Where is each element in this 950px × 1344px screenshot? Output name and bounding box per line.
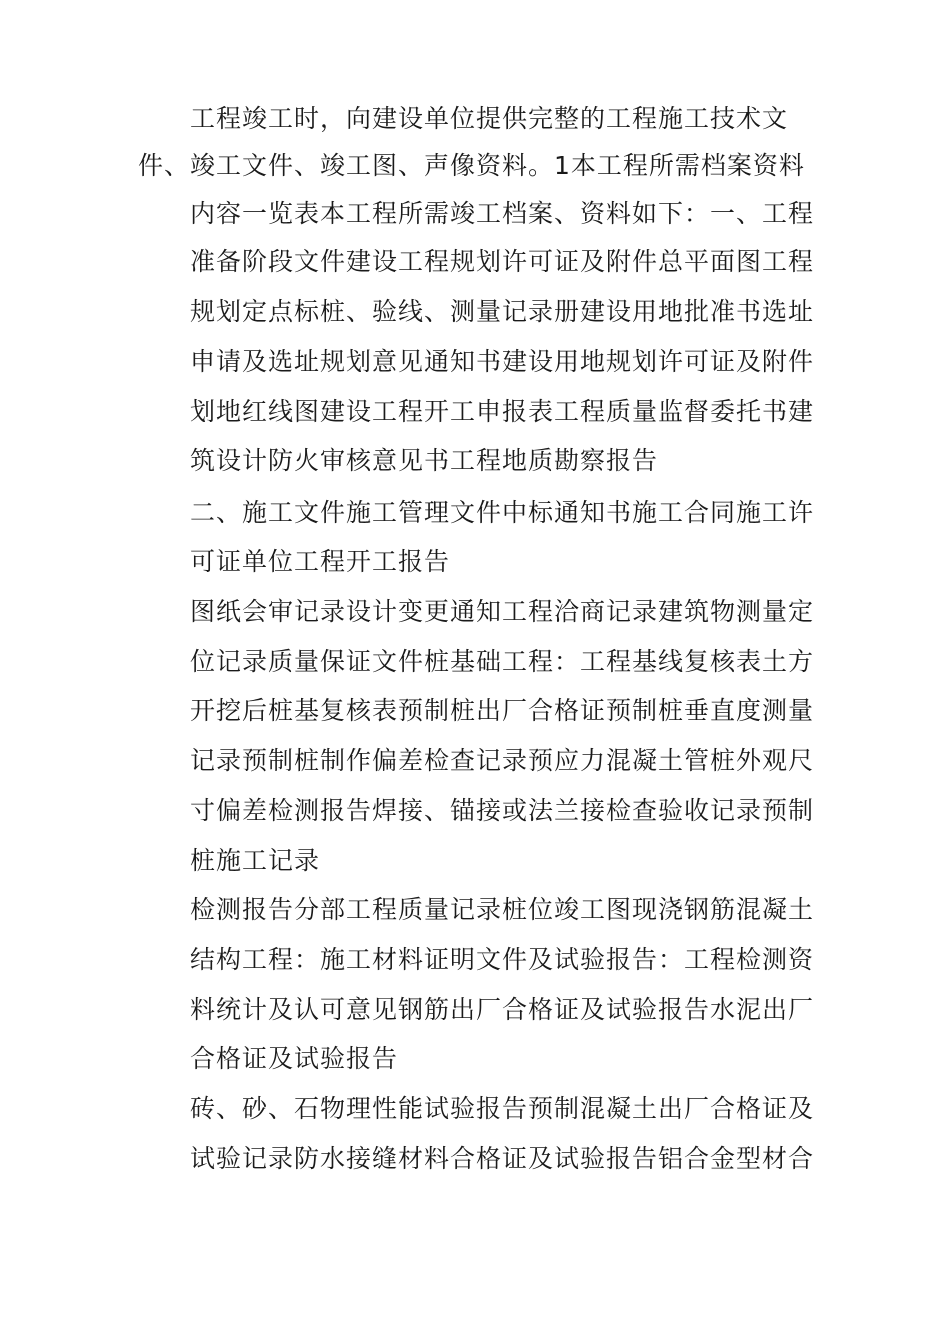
text-line: 筑设计防火审核意见书工程地质勘察报告 bbox=[190, 446, 659, 475]
text-line: 可证单位工程开工报告 bbox=[190, 547, 451, 576]
text-line: 桩施工记录 bbox=[190, 846, 321, 875]
text-line: 寸偏差检测报告焊接、锚接或法兰接检查验收记录预制 bbox=[190, 796, 815, 825]
text-line: 检测报告分部工程质量记录桩位竣工图现浇钢筋混凝土 bbox=[190, 895, 815, 924]
text-line: 结构工程：施工材料证明文件及试验报告：工程检测资 bbox=[190, 945, 815, 974]
text-line: 试验记录防水接缝材料合格证及试验报告铝合金型材合 bbox=[190, 1144, 815, 1173]
text-line: 二、施工文件施工管理文件中标通知书施工合同施工许 bbox=[190, 498, 815, 527]
text-line: 划地红线图建设工程开工申报表工程质量监督委托书建 bbox=[190, 397, 815, 426]
text-line: 件、竣工文件、竣工图、声像资料。1本工程所需档案资料 bbox=[138, 151, 805, 180]
text-line: 合格证及试验报告 bbox=[190, 1044, 399, 1073]
text-line: 记录预制桩制作偏差检查记录预应力混凝土管桩外观尺 bbox=[190, 746, 815, 775]
text-line: 规划定点标桩、验线、测量记录册建设用地批准书选址 bbox=[190, 297, 815, 326]
text-line: 料统计及认可意见钢筋出厂合格证及试验报告水泥出厂 bbox=[190, 995, 815, 1024]
text-line: 内容一览表本工程所需竣工档案、资料如下：一、工程 bbox=[190, 199, 815, 228]
text-line: 开挖后桩基复核表预制桩出厂合格证预制桩垂直度测量 bbox=[190, 696, 815, 725]
text-line: 申请及选址规划意见通知书建设用地规划许可证及附件 bbox=[190, 347, 815, 376]
text-line: 位记录质量保证文件桩基础工程：工程基线复核表土方 bbox=[190, 647, 815, 676]
text-line: 准备阶段文件建设工程规划许可证及附件总平面图工程 bbox=[190, 247, 815, 276]
text-line: 图纸会审记录设计变更通知工程洽商记录建筑物测量定 bbox=[190, 597, 815, 626]
text-line: 砖、砂、石物理性能试验报告预制混凝土出厂合格证及 bbox=[190, 1094, 815, 1123]
text-line: 工程竣工时，向建设单位提供完整的工程施工技术文 bbox=[190, 104, 789, 133]
